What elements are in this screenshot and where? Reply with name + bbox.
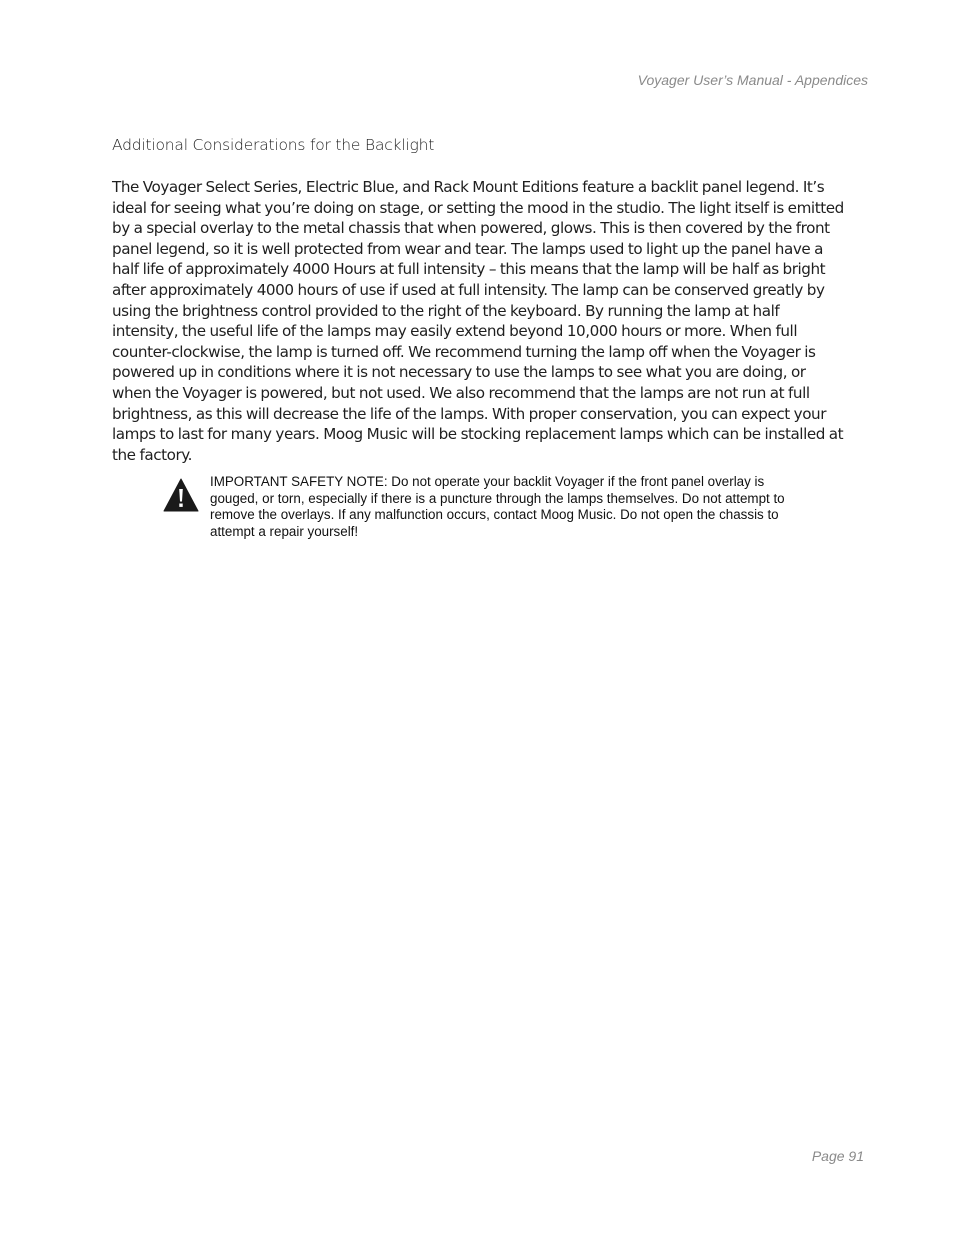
body-paragraph: The Voyager Select Series, Electric Blue, and Rack Mount Editions feature a backlit panel legend. It’s ideal for seeing what you’re doing on stage, or setting the mood in the studio. The light itself is emitted by a special overlay to the metal chassis that when powered, glows. This is then covered by the front panel legend, so it is well protected from wear and tear. The lamps used to light up the panel have a half life of approximately 4000 Hours at full intensity – this means that the lamp will be half as bright after approximately 4000 hours of use if used at full intensity. The lamp can be conserved greatly by using the brightness control provided to the right of the keyboard. By running the lamp at half intensity, the useful life of the lamps may easily extend beyond 10,000 hours or more. When full counter-clockwise, the lamp is turned off. We recommend turning the lamp off when the Voyager is powered up in conditions where it is not necessary to use the lamps to see what you are doing, or when the Voyager is powered, but not used. We also recommend that the lamps are not run at full brightness, as this will decrease the life of the lamps. With proper conservation, you can expect your lamps to last for many years. Moog Music will be stocking replacement lamps which can be installed at the factory.: [112, 178, 844, 464]
safety-note-text: IMPORTANT SAFETY NOTE: Do not operate your backlit Voyager if the front panel overlay is gouged, or torn, especially if there is a puncture through the lamps themselves. Do not attempt to remove the overlays. If any malfunction occurs, contact Moog Music. Do not open the chassis to attempt a repair yourself!: [210, 474, 785, 539]
section-title: Additional Considerations for the Backlight: [112, 136, 435, 154]
running-header: Voyager User’s Manual - Appendices: [637, 72, 868, 88]
safety-note: [163, 474, 803, 540]
warning-triangle-icon: [163, 478, 199, 512]
page-number: Page 91: [811, 1148, 864, 1164]
